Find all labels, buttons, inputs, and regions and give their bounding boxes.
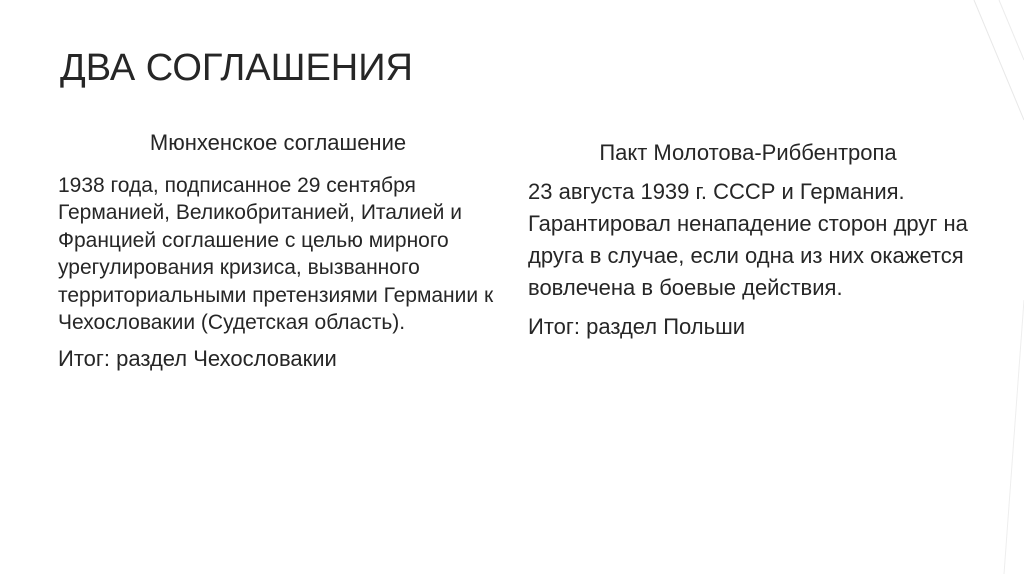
right-column-body: 23 августа 1939 г. СССР и Германия. Гарантировал ненападение сторон друг на друга в случае, если одна из них окажется вовлечена в боевые действия.: [528, 179, 968, 300]
right-column-result: Итог: раздел Польши: [528, 314, 746, 339]
left-column-result: Итог: раздел Чехословакии: [58, 346, 337, 372]
slide-title: ДВА СОГЛАШЕНИЯ: [60, 47, 413, 89]
left-column-heading: Мюнхенское соглашение: [149, 130, 407, 155]
right-column-molotov-ribbentrop-pact: [528, 138, 968, 342]
left-column-munich-agreement: [58, 128, 498, 374]
left-column-body: 1938 года, подписанное 29 сентября Германией, Великобританией, Италией и Францией соглашение с целью мирного урегулирования кризиса, вызванного территориальными претензиями Германии к Чехословакии (Судетская область).: [58, 174, 494, 335]
right-column-heading: Пакт Молотова-Риббентропа: [599, 140, 897, 165]
